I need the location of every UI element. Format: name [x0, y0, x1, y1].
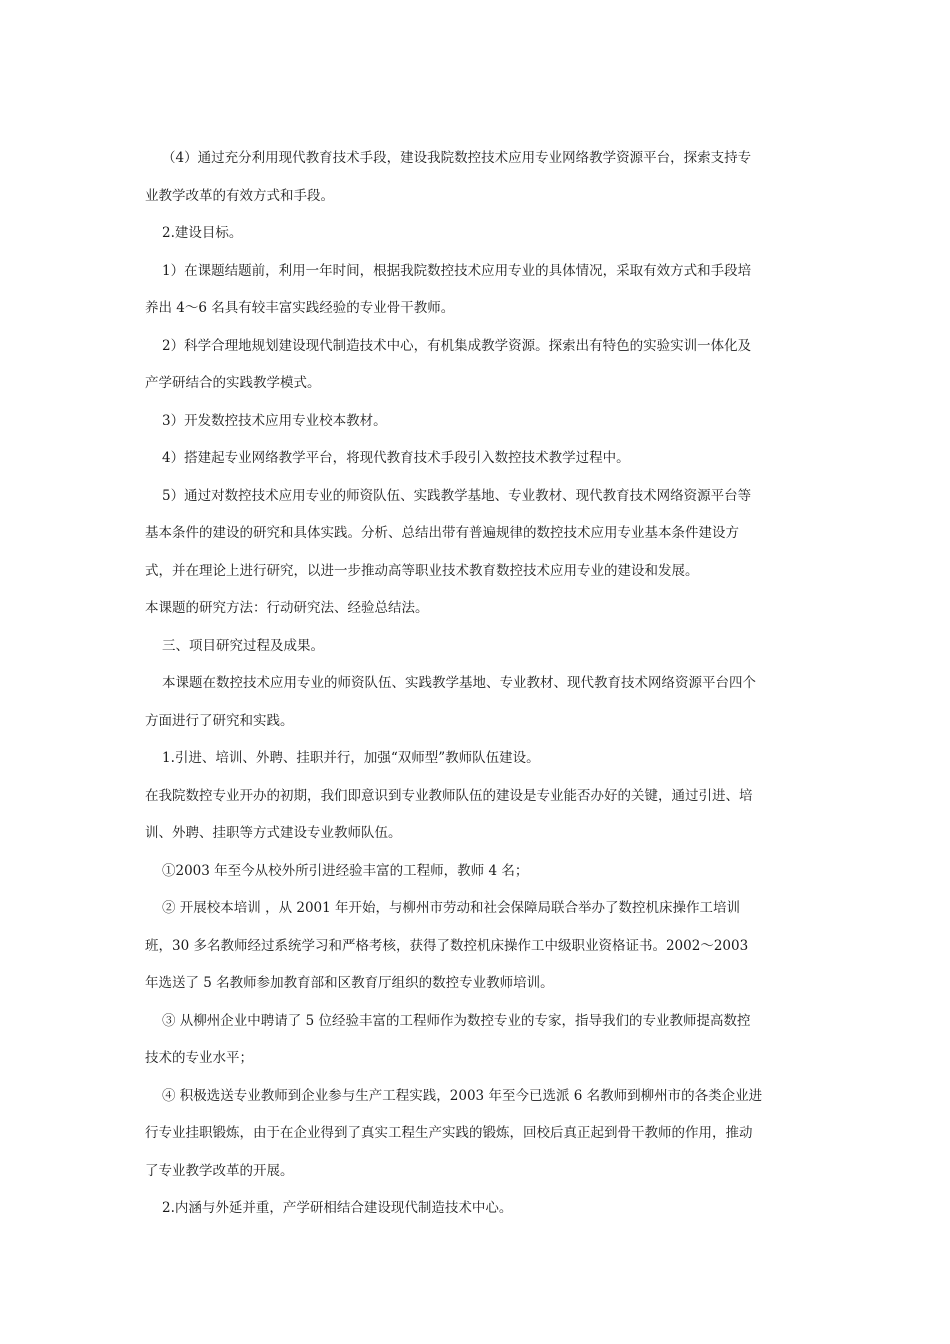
text-line: 方面进行了研究和实践。	[145, 712, 294, 729]
text-line: 2.内涵与外延并重，产学研相结合建设现代制造技术中心。	[162, 1200, 513, 1216]
text-line: 技术的专业水平；	[145, 1050, 253, 1066]
document-body	[145, 140, 805, 1228]
text-line: 2）科学合理地规划建设现代制造技术中心，有机集成教学资源。探索出有特色的实验实训一体化及	[162, 337, 752, 354]
text-line: 了专业教学改革的开展。	[145, 1162, 294, 1179]
text-line: 产学研结合的实践教学模式。	[145, 375, 321, 391]
text-line: 业教学改革的有效方式和手段。	[145, 187, 334, 204]
text-line: 式，并在理论上进行研究，以进一步推动高等职业技术教育数控技术应用专业的建设和发展。	[145, 562, 699, 579]
text-line: 养出 4～6 名具有较丰富实践经验的专业骨干教师。	[145, 300, 455, 316]
text-line: 2.建设目标。	[162, 225, 243, 241]
text-line: 1）在课题结题前，利用一年时间，根据我院数控技术应用专业的具体情况，采取有效方式和手段培	[162, 262, 752, 279]
text-line: 本课题在数控技术应用专业的师资队伍、实践教学基地、专业教材、现代教育技术网络资源平台四个	[162, 675, 756, 691]
text-line: 基本条件的建设的研究和具体实践。分析、总结出带有普遍规律的数控技术应用专业基本条件建设方	[145, 525, 739, 541]
text-line: （4）通过充分利用现代教育技术手段，建设我院数控技术应用专业网络教学资源平台，探索支持专	[162, 150, 752, 166]
text-line: 1.引进、培训、外聘、挂职并行，加强“双师型”教师队伍建设。	[162, 750, 540, 766]
text-line: ①2003 年至今从校外所引进经验丰富的工程师，教师 4 名；	[162, 862, 529, 879]
text-line: 4）搭建起专业网络教学平台，将现代教育技术手段引入数控技术教学过程中。	[162, 450, 630, 466]
text-line: 3）开发数控技术应用专业校本教材。	[162, 412, 387, 429]
text-line: 三、项目研究过程及成果。	[162, 637, 324, 654]
text-line: 本课题的研究方法：行动研究法、经验总结法。	[145, 600, 429, 616]
text-line: ③ 从柳州企业中聘请了 5 位经验丰富的工程师作为数控专业的专家，指导我们的专业教师提高数控	[162, 1012, 751, 1029]
text-line: 行专业挂职锻炼，由于在企业得到了真实工程生产实践的锻炼，回校后真正起到骨干教师的作用，推动	[145, 1125, 753, 1141]
text-line: ④ 积极选送专业教师到企业参与生产工程实践，2003 年至今已选派 6 名教师到柳州市的各类企业进	[162, 1087, 763, 1104]
text-line: 5）通过对数控技术应用专业的师资队伍、实践教学基地、专业教材、现代教育技术网络资源平台等	[162, 487, 752, 504]
text-line: 班，30 多名教师经过系统学习和严格考核，获得了数控机床操作工中级职业资格证书。2002～2003	[145, 937, 749, 954]
text-line: 训、外聘、挂职等方式建设专业教师队伍。	[145, 825, 402, 841]
text-line: ② 开展校本培训 ，从 2001 年开始，与柳州市劳动和社会保障局联合举办了数控机床操作工培训	[162, 900, 741, 916]
text-line: 在我院数控专业开办的初期，我们即意识到专业教师队伍的建设是专业能否办好的关键，通过引进、培	[145, 787, 753, 804]
text-line: 年选送了 5 名教师参加教育部和区教育厅组织的数控专业教师培训。	[145, 975, 554, 991]
